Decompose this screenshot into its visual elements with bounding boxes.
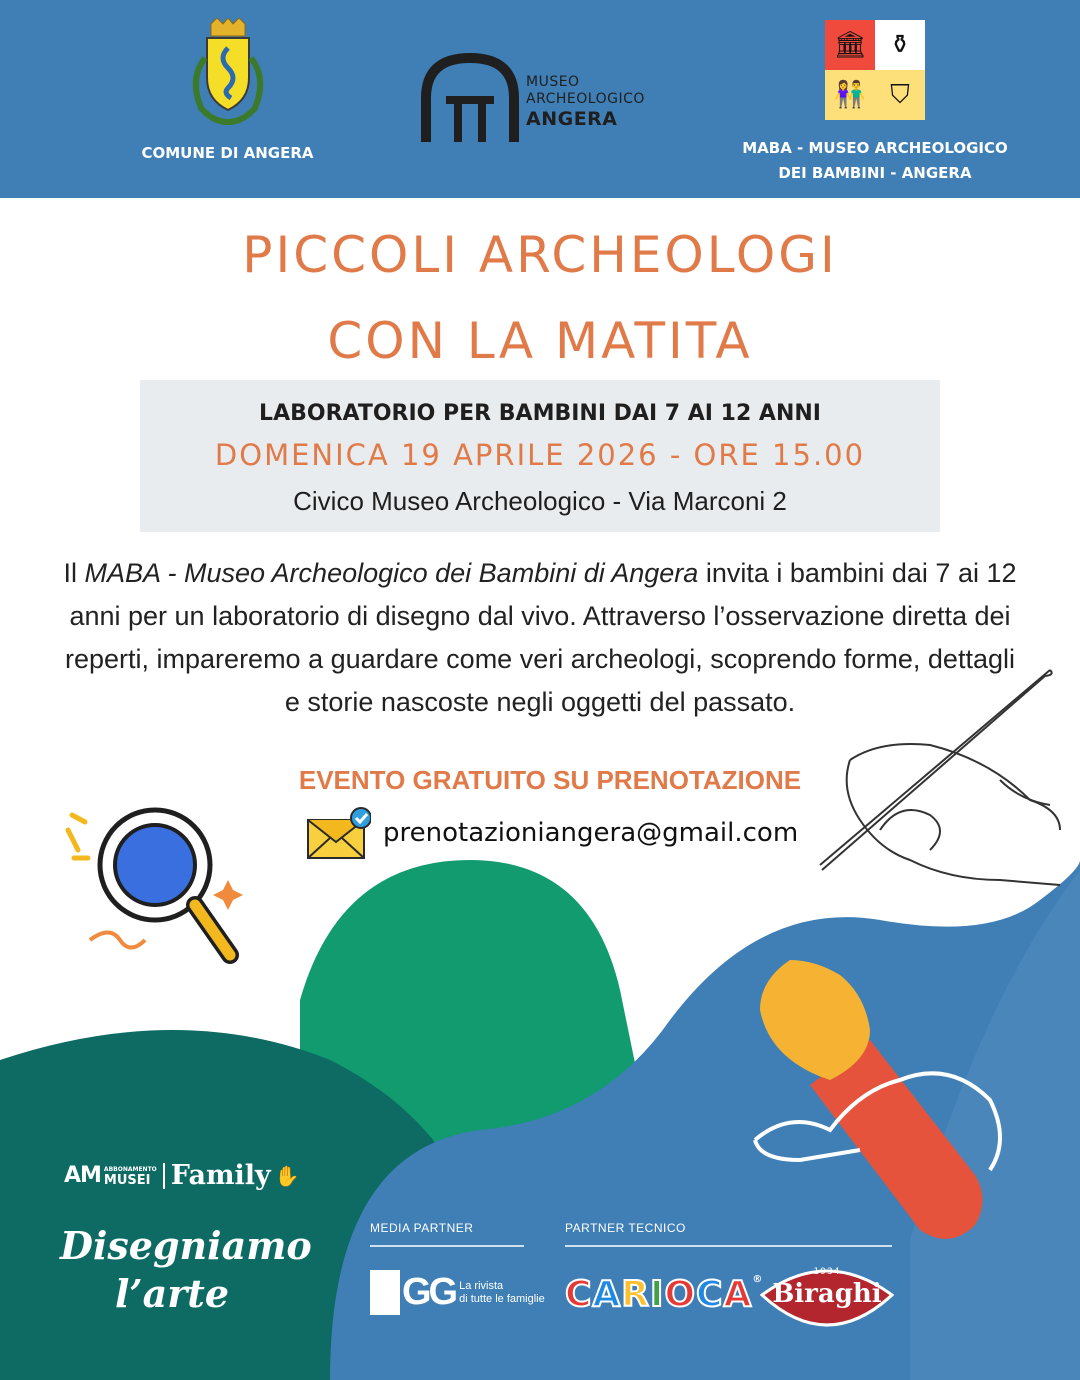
carioca-letter: O: [664, 1274, 697, 1315]
am-sub2: MUSEI: [103, 1172, 151, 1188]
museo-archeologico-logo: [420, 50, 690, 145]
gg-magazine-logo: [370, 1270, 545, 1315]
email-envelope-icon: [305, 806, 371, 860]
comune-caption: COMUNE DI ANGERA: [141, 144, 314, 162]
maba-caption-line2: DEI BAMBINI - ANGERA: [778, 164, 972, 182]
description-rest: invita i bambini dai 7 ai 12 anni per un laboratorio di disegno dal vivo. Attraverso l’osservazione diretta dei reperti, impareremo a guardare come veri archeologi, scoprendo forme, dettagli e storie nascoste negli oggetti del passato.: [65, 558, 1017, 717]
media-partner-divider: [370, 1245, 524, 1247]
biraghi-name: Biraghi: [772, 1279, 882, 1309]
gg-box: [370, 1270, 400, 1315]
event-date: DOMENICA 19 APRILE 2026 - ORE 15.00: [214, 438, 866, 472]
arch-columns-icon: [420, 52, 520, 144]
carioca-logo: [565, 1274, 763, 1315]
biraghi-logo: [760, 1255, 894, 1341]
description-italic: MABA - Museo Archeologico dei Bambini di Angera: [84, 558, 699, 588]
gg-tagline-line2: di tutte le famiglie: [459, 1292, 545, 1305]
audience-text: LABORATORIO PER BAMBINI DAI 7 AI 12 ANNI: [259, 401, 821, 426]
abbonamento-musei-family-logo: [64, 1160, 300, 1191]
biraghi-year: 1934: [813, 1267, 841, 1277]
gg-mark: GG: [402, 1271, 456, 1313]
header-bar: [0, 0, 1080, 198]
am-mark: AM: [64, 1163, 101, 1188]
children-icon: 👫: [825, 70, 875, 120]
booking-email[interactable]: prenotazioniangera@gmail.com: [383, 818, 799, 848]
event-description: [60, 552, 1020, 724]
mini-coat-of-arms-icon: ⛉: [875, 70, 925, 120]
event-title-line2: CON LA MATITA: [327, 312, 753, 370]
maba-caption-line1: MABA - MUSEO ARCHEOLOGICO: [742, 139, 1008, 157]
tech-partner-label: PARTNER TECNICO: [565, 1221, 686, 1235]
maba-logo: [740, 20, 1010, 186]
temple-icon: 🏛: [825, 20, 875, 70]
museo-line3: ANGERA: [526, 108, 618, 130]
event-title: [0, 212, 1080, 384]
family-text: Family: [170, 1160, 271, 1191]
campaign-line1: Disegniamo: [60, 1223, 312, 1268]
magnifier-icon: [68, 810, 243, 955]
carioca-letter: R: [621, 1274, 651, 1315]
email-row[interactable]: [305, 806, 798, 860]
coat-of-arms-icon: [183, 18, 273, 130]
carioca-registered-mark: ®: [752, 1274, 764, 1285]
media-partner-label: MEDIA PARTNER: [370, 1221, 474, 1235]
vase-icon: ⚱: [875, 20, 925, 70]
museo-line1: MUSEO: [526, 74, 580, 90]
hand-icon: ✋: [274, 1163, 300, 1188]
disegniamo-larte-logo: [60, 1222, 312, 1318]
gg-tagline-line1: La rivista: [459, 1279, 504, 1292]
tech-partner-divider: [565, 1245, 892, 1247]
maba-grid: [825, 20, 925, 120]
am-sub1: ABBONAMENTO: [103, 1165, 157, 1173]
description-prefix: Il: [63, 558, 85, 588]
carioca-letter: A: [592, 1274, 622, 1315]
event-info-box: [140, 380, 940, 532]
carioca-letter: I: [650, 1274, 665, 1315]
comune-logo: [140, 18, 315, 162]
event-title-line1: PICCOLI ARCHEOLOGI: [242, 226, 838, 284]
carioca-letter: C: [696, 1274, 724, 1315]
carioca-letter: C: [565, 1274, 593, 1315]
museo-line2: ARCHEOLOGICO: [526, 91, 645, 107]
gg-tagline: [459, 1280, 545, 1306]
free-event-label: EVENTO GRATUITO SU PRENOTAZIONE: [298, 765, 802, 795]
logo-divider: [163, 1163, 165, 1189]
campaign-line2: l’arte: [115, 1271, 230, 1316]
carioca-letter: A: [723, 1274, 753, 1315]
maba-caption: [740, 136, 1010, 186]
event-place: Civico Museo Archeologico - Via Marconi 2: [293, 486, 787, 516]
